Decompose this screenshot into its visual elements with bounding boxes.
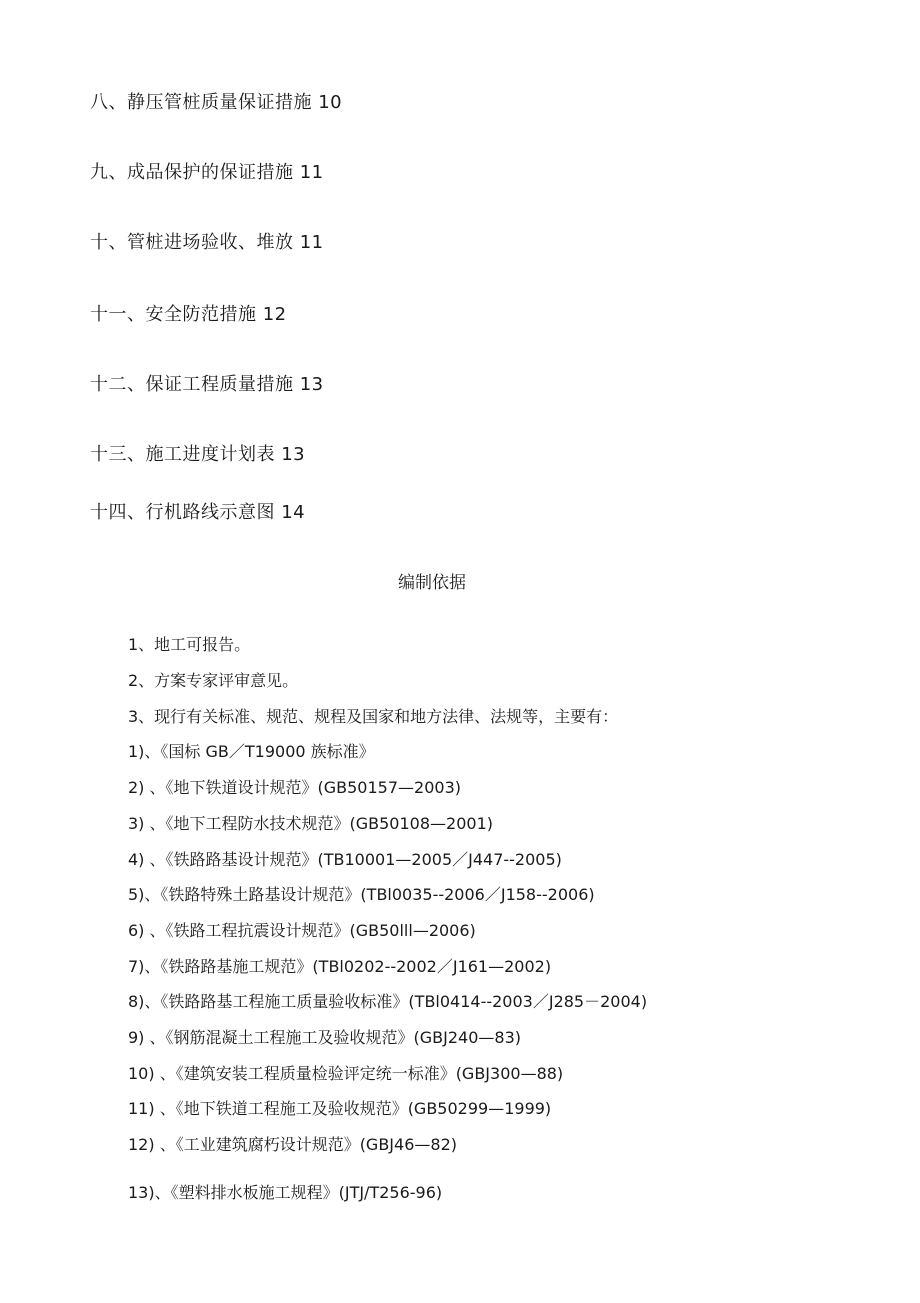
list-item: 3) 、《地下工程防水技术规范》(GB50108—2001) (128, 814, 493, 833)
list-item: 6) 、《铁路工程抗震设计规范》(GB50lll—2006) (128, 921, 476, 940)
toc-item-8: 八、静压管桩质量保证措施 10 (90, 92, 343, 113)
list-item: 10) 、《建筑安装工程质量检验评定统一标准》(GBJ300—88) (128, 1064, 564, 1083)
list-item: 3、现行有关标准、规范、规程及国家和地方法律、法规等，主要有： (128, 707, 619, 726)
list-item: 1)、《国标 GB／T19000 族标准》 (128, 742, 375, 761)
list-item: 9) 、《钢筋混凝土工程施工及验收规范》(GBJ240—83) (128, 1028, 521, 1047)
list-item: 2) 、《地下铁道设计规范》(GB50157—2003) (128, 778, 461, 797)
toc-item-9: 九、成品保护的保证措施 11 (90, 162, 324, 183)
list-item: 13)、《塑料排水板施工规程》(JTJ/T256-96) (128, 1183, 443, 1202)
list-item: 1、地工可报告。 (128, 635, 251, 654)
list-item: 7)、《铁路路基施工规范》(TBl0202--2002／J161—2002) (128, 957, 552, 976)
toc-item-12: 十二、保证工程质量措施 13 (90, 374, 324, 395)
list-item: 11) 、《地下铁道工程施工及验收规范》(GB50299—1999) (128, 1099, 552, 1118)
toc-item-14: 十四、行机路线示意图 14 (90, 502, 306, 523)
list-item: 12) 、《工业建筑腐朽设计规范》(GBJ46—82) (128, 1135, 457, 1154)
list-item: 5)、《铁路特殊土路基设计规范》(TBl0035--2006／J158--2006) (128, 885, 595, 904)
section-title: 编制依据 (398, 573, 466, 593)
list-item: 4) 、《铁路路基设计规范》(TB10001—2005／J447--2005) (128, 850, 562, 869)
toc-item-13: 十三、施工进度计划表 13 (90, 444, 306, 465)
toc-item-10: 十、管桩进场验收、堆放 11 (90, 232, 324, 253)
list-item: 8)、《铁路路基工程施工质量验收标准》(TBl0414--2003／J285－2004) (128, 992, 648, 1011)
list-item: 2、方案专家评审意见。 (128, 671, 299, 690)
toc-item-11: 十一、安全防范措施 12 (90, 304, 287, 325)
